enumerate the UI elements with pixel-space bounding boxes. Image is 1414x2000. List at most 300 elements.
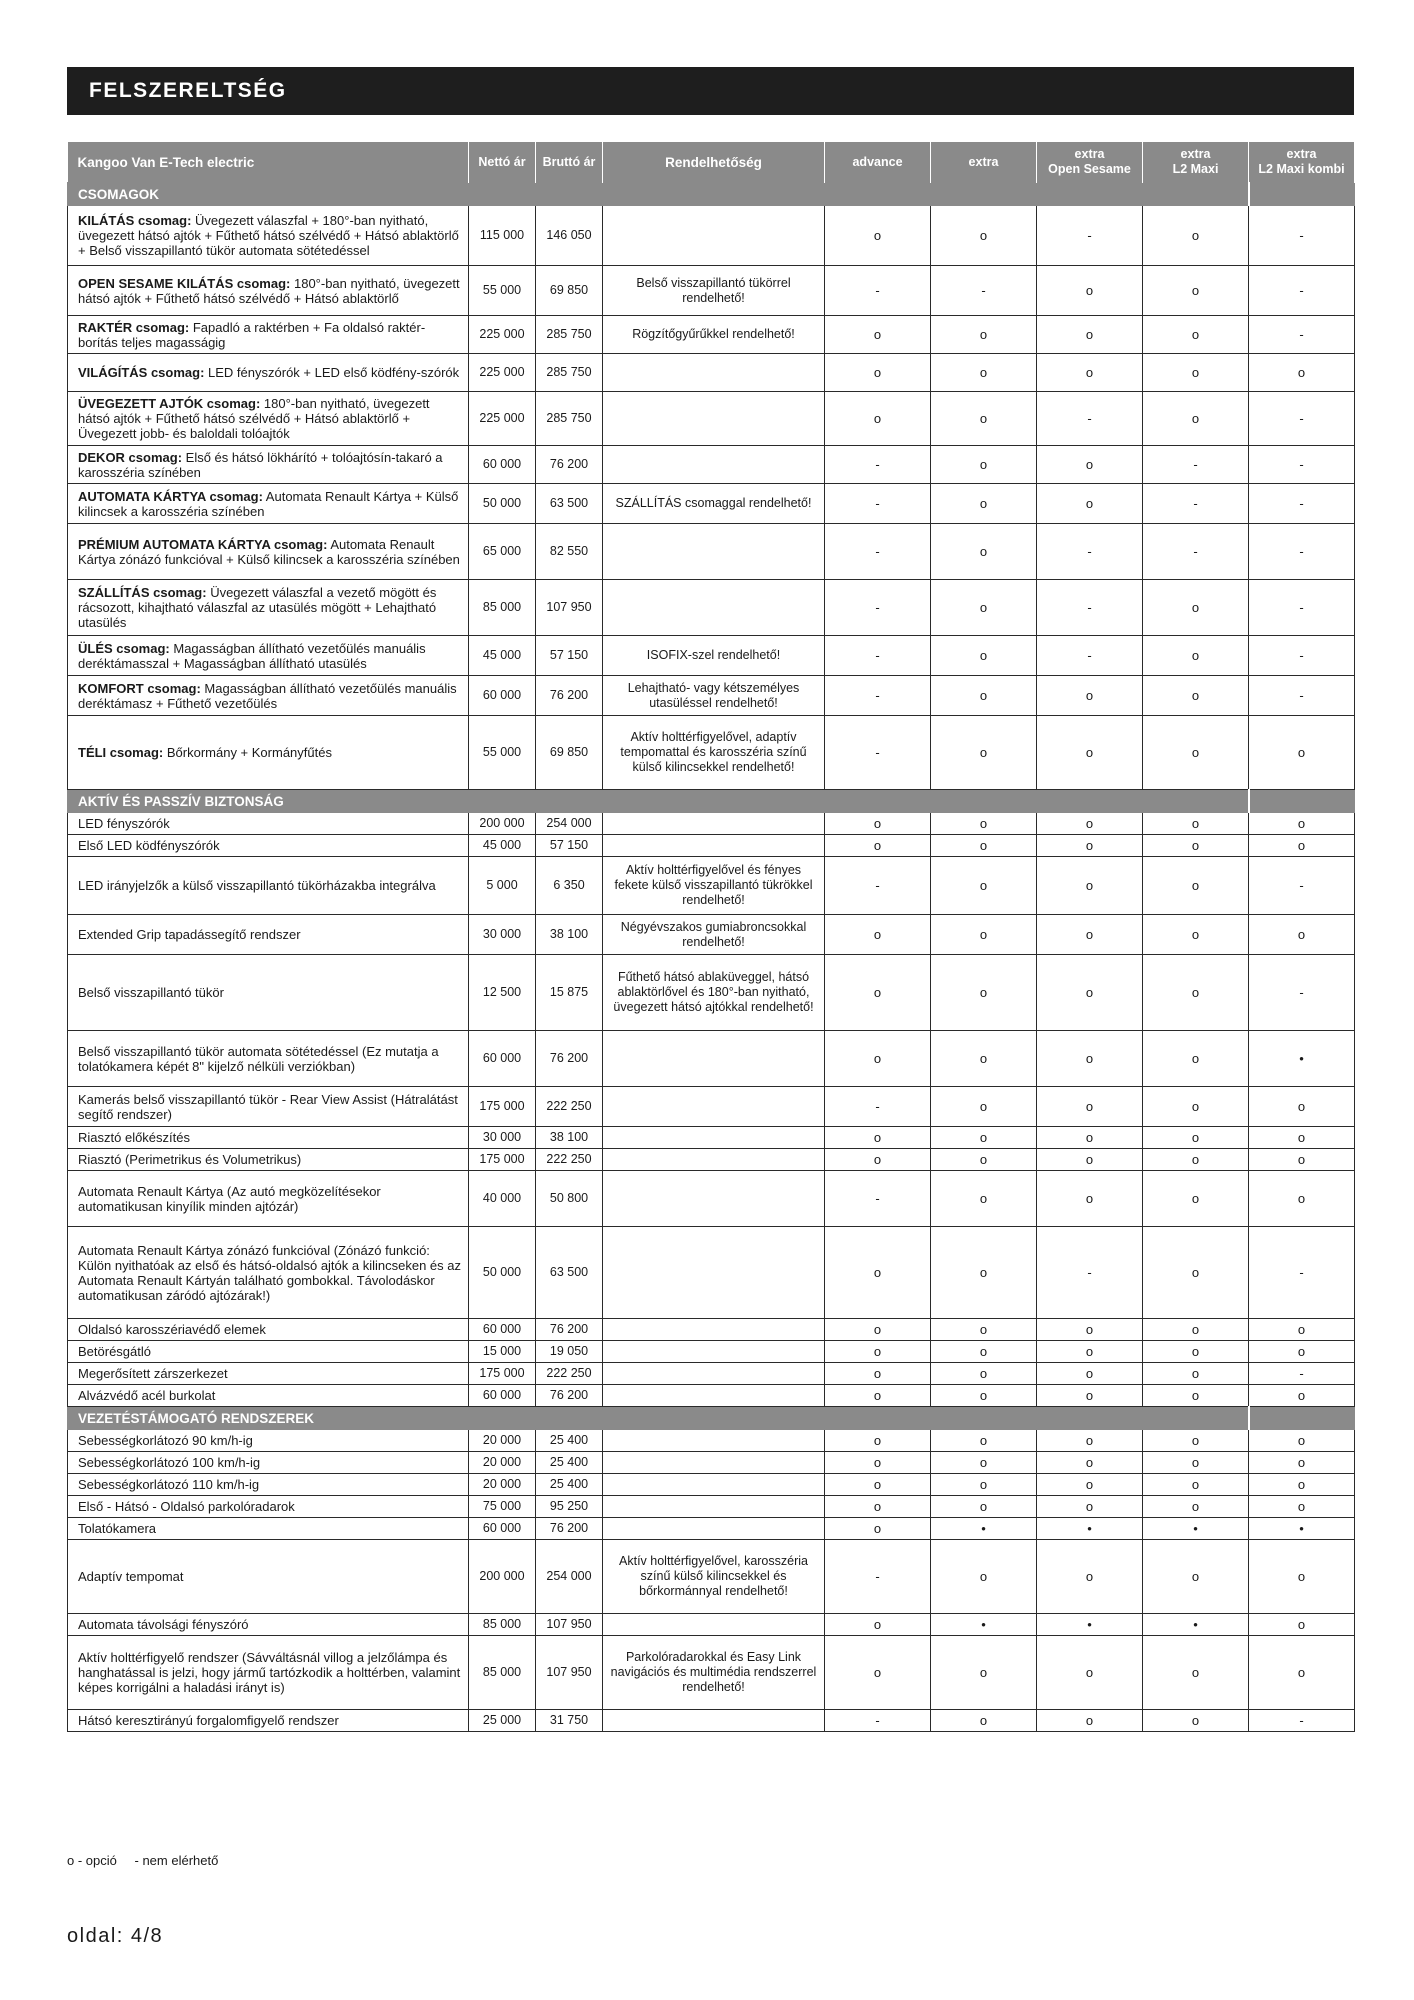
price-netto: 85 000 [469, 1614, 536, 1636]
mark-extra-l2-maxi-kombi: o [1249, 1087, 1355, 1127]
feature-cell [68, 1496, 469, 1518]
feature-cell [68, 1341, 469, 1363]
price-brutto: 25 400 [536, 1474, 603, 1496]
table-row [68, 266, 1355, 316]
mark-extra-open-sesame: • [1037, 1518, 1143, 1540]
feature-description: Sebességkorlátozó 90 km/h-ig [78, 1433, 253, 1448]
mark-advance: - [825, 1171, 931, 1227]
mark-extra: o [931, 716, 1037, 790]
availability-note [603, 813, 825, 835]
mark-advance: o [825, 1031, 931, 1087]
availability-note: Belső visszapillantó tükörrel rendelhető! [603, 266, 825, 316]
header-extra-l2k-line1: extra [1286, 147, 1317, 161]
feature-description: LED fényszórók [78, 816, 170, 831]
mark-extra: • [931, 1518, 1037, 1540]
price-brutto: 107 950 [536, 1636, 603, 1710]
package-name: RAKTÉR csomag: [78, 319, 190, 335]
mark-extra-l2-maxi-kombi: - [1249, 446, 1355, 484]
mark-extra-l2-maxi-kombi: o [1249, 1636, 1355, 1710]
price-brutto: 76 200 [536, 676, 603, 716]
mark-advance: o [825, 1149, 931, 1171]
feature-description: Betörésgátló [78, 1344, 151, 1359]
availability-note [603, 206, 825, 266]
mark-extra: o [931, 915, 1037, 955]
availability-note [603, 1496, 825, 1518]
mark-advance: o [825, 206, 931, 266]
mark-extra: o [931, 1031, 1037, 1087]
mark-advance: o [825, 1518, 931, 1540]
mark-extra: o [931, 1341, 1037, 1363]
feature-description: LED fényszórók + LED első ködfény-szórók [204, 365, 460, 380]
table-row [68, 915, 1355, 955]
availability-note: ISOFIX-szel rendelhető! [603, 636, 825, 676]
page-number: oldal: 4/8 [67, 1925, 164, 1947]
mark-extra-l2-maxi-kombi: o [1249, 1540, 1355, 1614]
feature-description: Üvegezett válaszfal + 180°-ban nyitható, üvegezett hátsó ajtók + Fűthető hátsó szélvédő + Hátsó ablaktörlő + Belső visszapillantó tükör automata sötétedéssel [78, 213, 459, 258]
mark-extra: o [931, 1540, 1037, 1614]
price-netto: 200 000 [469, 813, 536, 835]
mark-extra-l2-maxi: o [1143, 813, 1249, 835]
mark-extra-l2-maxi: o [1143, 1710, 1249, 1732]
feature-cell [68, 316, 469, 354]
mark-extra-open-sesame: o [1037, 1087, 1143, 1127]
mark-extra-l2-maxi-kombi: - [1249, 266, 1355, 316]
header-extra-os-line2: Open Sesame [1048, 162, 1131, 176]
mark-extra-l2-maxi-kombi: - [1249, 955, 1355, 1031]
feature-description: Riasztó (Perimetrikus és Volumetrikus) [78, 1152, 302, 1167]
mark-advance: - [825, 266, 931, 316]
availability-note [603, 580, 825, 636]
header-extra-l2-line2: L2 Maxi [1172, 162, 1219, 176]
price-netto: 225 000 [469, 354, 536, 392]
price-netto: 60 000 [469, 446, 536, 484]
feature-description: Kamerás belső visszapillantó tükör - Rear View Assist (Hátralátást segítő rendszer) [78, 1091, 458, 1122]
mark-extra-open-sesame: o [1037, 446, 1143, 484]
price-brutto: 76 200 [536, 1518, 603, 1540]
availability-note [603, 446, 825, 484]
table-row [68, 580, 1355, 636]
price-netto: 25 000 [469, 1710, 536, 1732]
mark-extra-open-sesame: o [1037, 835, 1143, 857]
mark-extra-l2-maxi: o [1143, 1031, 1249, 1087]
mark-extra: - [931, 266, 1037, 316]
price-brutto: 57 150 [536, 636, 603, 676]
table-row [68, 1636, 1355, 1710]
availability-note [603, 1452, 825, 1474]
mark-extra-l2-maxi-kombi: o [1249, 1385, 1355, 1407]
price-netto: 5 000 [469, 857, 536, 915]
feature-cell [68, 676, 469, 716]
price-netto: 75 000 [469, 1496, 536, 1518]
mark-extra-l2-maxi: o [1143, 1363, 1249, 1385]
feature-description: Sebességkorlátozó 100 km/h-ig [78, 1455, 261, 1470]
mark-extra-open-sesame: o [1037, 716, 1143, 790]
price-brutto: 63 500 [536, 484, 603, 524]
header-extra-l2-line1: extra [1180, 147, 1211, 161]
price-brutto: 222 250 [536, 1087, 603, 1127]
legend [67, 1853, 232, 1868]
price-brutto: 285 750 [536, 354, 603, 392]
mark-advance: o [825, 316, 931, 354]
mark-extra-l2-maxi-kombi: - [1249, 1363, 1355, 1385]
availability-note [603, 1031, 825, 1087]
price-brutto: 50 800 [536, 1171, 603, 1227]
mark-advance: - [825, 676, 931, 716]
availability-note [603, 1149, 825, 1171]
mark-extra: o [931, 857, 1037, 915]
mark-extra-l2-maxi-kombi: - [1249, 484, 1355, 524]
mark-advance: o [825, 955, 931, 1031]
price-netto: 200 000 [469, 1540, 536, 1614]
price-brutto: 15 875 [536, 955, 603, 1031]
mark-advance: o [825, 1341, 931, 1363]
mark-extra: o [931, 1496, 1037, 1518]
mark-extra-open-sesame: o [1037, 676, 1143, 716]
mark-advance: o [825, 1474, 931, 1496]
feature-description: Tolatókamera [78, 1521, 157, 1536]
mark-extra-l2-maxi-kombi: - [1249, 857, 1355, 915]
table-row [68, 446, 1355, 484]
availability-note [603, 1227, 825, 1319]
table-row [68, 636, 1355, 676]
section-header [68, 790, 1355, 813]
header-extra-os-line1: extra [1074, 147, 1105, 161]
mark-extra: o [931, 484, 1037, 524]
section-title: AKTÍV ÉS PASSZÍV BIZTONSÁG [68, 790, 1249, 813]
feature-cell [68, 484, 469, 524]
mark-extra-l2-maxi-kombi: - [1249, 1710, 1355, 1732]
availability-note [603, 392, 825, 446]
feature-cell [68, 1614, 469, 1636]
table-row [68, 813, 1355, 835]
price-brutto: 146 050 [536, 206, 603, 266]
feature-description: Alvázvédő acél burkolat [78, 1388, 216, 1403]
feature-description: Extended Grip tapadássegítő rendszer [78, 927, 301, 942]
feature-cell [68, 266, 469, 316]
section-header-cell [1249, 790, 1355, 813]
table-row [68, 206, 1355, 266]
mark-extra: o [931, 524, 1037, 580]
package-name: SZÁLLÍTÁS csomag: [78, 585, 207, 600]
price-brutto: 6 350 [536, 857, 603, 915]
mark-advance: - [825, 524, 931, 580]
table-row [68, 1474, 1355, 1496]
mark-extra: o [931, 636, 1037, 676]
mark-extra-l2-maxi: o [1143, 266, 1249, 316]
mark-extra-open-sesame: o [1037, 1474, 1143, 1496]
table-row [68, 316, 1355, 354]
mark-extra-open-sesame: o [1037, 1636, 1143, 1710]
mark-extra-l2-maxi: o [1143, 1430, 1249, 1452]
price-netto: 30 000 [469, 1127, 536, 1149]
price-netto: 50 000 [469, 484, 536, 524]
feature-cell [68, 1031, 469, 1087]
mark-extra-l2-maxi-kombi: o [1249, 1127, 1355, 1149]
price-brutto: 285 750 [536, 316, 603, 354]
mark-extra: o [931, 1710, 1037, 1732]
mark-advance: o [825, 915, 931, 955]
mark-advance: - [825, 446, 931, 484]
section-header [68, 1407, 1355, 1430]
mark-extra-open-sesame: o [1037, 1127, 1143, 1149]
mark-advance: - [825, 580, 931, 636]
availability-note [603, 1171, 825, 1227]
feature-cell [68, 857, 469, 915]
mark-extra-open-sesame: o [1037, 1363, 1143, 1385]
price-brutto: 107 950 [536, 580, 603, 636]
feature-description: Üvegezett válaszfal a vezető mögött és rácsozott, kihajtható válaszfal az utasülés mögött + Lehajtható utasülés [78, 585, 437, 630]
price-netto: 55 000 [469, 266, 536, 316]
feature-description: Automata Renault Kártya + Külső kilincsek a karosszéria színében [78, 488, 459, 519]
mark-extra-open-sesame: o [1037, 1031, 1143, 1087]
availability-note: Négyévszakos gumiabroncsokkal rendelhető! [603, 915, 825, 955]
price-netto: 60 000 [469, 1031, 536, 1087]
price-brutto: 76 200 [536, 1385, 603, 1407]
mark-extra-l2-maxi-kombi: o [1249, 1614, 1355, 1636]
header-netto: Nettó ár [469, 142, 536, 183]
feature-description: Első - Hátsó - Oldalsó parkolóradarok [78, 1499, 295, 1514]
mark-extra: o [931, 955, 1037, 1031]
table-row [68, 1540, 1355, 1614]
price-netto: 60 000 [469, 1518, 536, 1540]
mark-extra-l2-maxi: o [1143, 1540, 1249, 1614]
availability-note: SZÁLLÍTÁS csomaggal rendelhető! [603, 484, 825, 524]
package-name: ÜVEGEZETT AJTÓK csomag: [78, 396, 261, 411]
feature-description: Sebességkorlátozó 110 km/h-ig [78, 1477, 260, 1492]
mark-extra: o [931, 1171, 1037, 1227]
feature-cell [68, 813, 469, 835]
mark-extra-l2-maxi-kombi: o [1249, 835, 1355, 857]
availability-note: Aktív holttérfigyelővel és fényes fekete külső visszapillantó tükrökkel rendelhető! [603, 857, 825, 915]
mark-advance: o [825, 1452, 931, 1474]
feature-cell [68, 915, 469, 955]
mark-extra: o [931, 835, 1037, 857]
availability-note: Aktív holttérfigyelővel, karosszéria színű külső kilincsekkel és bőrkormánnyal rendelhető! [603, 1540, 825, 1614]
feature-description: LED irányjelzők a külső visszapillantó tükörházakba integrálva [78, 878, 436, 893]
package-name: KILÁTÁS csomag: [78, 213, 192, 228]
price-netto: 20 000 [469, 1474, 536, 1496]
table-row [68, 1127, 1355, 1149]
mark-advance: - [825, 857, 931, 915]
feature-description: Magasságban állítható vezetőülés manuális deréktámasszal + Magasságban állítható utasülés [78, 640, 426, 671]
table-row [68, 1452, 1355, 1474]
price-brutto: 222 250 [536, 1363, 603, 1385]
price-brutto: 95 250 [536, 1496, 603, 1518]
mark-extra-l2-maxi: • [1143, 1518, 1249, 1540]
table-row [68, 857, 1355, 915]
availability-note [603, 354, 825, 392]
feature-description: Riasztó előkészítés [78, 1130, 190, 1145]
feature-cell [68, 1149, 469, 1171]
price-brutto: 19 050 [536, 1341, 603, 1363]
mark-advance: - [825, 484, 931, 524]
table-row [68, 354, 1355, 392]
header-model: Kangoo Van E-Tech electric [68, 142, 469, 183]
feature-cell [68, 524, 469, 580]
feature-description: Bőrkormány + Kormányfűtés [163, 745, 332, 760]
table-row [68, 1430, 1355, 1452]
mark-advance: o [825, 1363, 931, 1385]
mark-extra-l2-maxi: o [1143, 1127, 1249, 1149]
header-advance: advance [825, 142, 931, 183]
price-brutto: 254 000 [536, 813, 603, 835]
availability-note [603, 1341, 825, 1363]
mark-extra-l2-maxi-kombi: - [1249, 580, 1355, 636]
feature-cell [68, 1636, 469, 1710]
availability-note [603, 1474, 825, 1496]
mark-extra-l2-maxi: o [1143, 915, 1249, 955]
feature-description: Automata távolsági fényszóró [78, 1617, 249, 1632]
table-row [68, 1710, 1355, 1732]
mark-extra-l2-maxi: - [1143, 446, 1249, 484]
mark-advance: o [825, 392, 931, 446]
mark-extra-l2-maxi: o [1143, 1087, 1249, 1127]
mark-extra-l2-maxi: o [1143, 316, 1249, 354]
mark-extra-open-sesame: o [1037, 1452, 1143, 1474]
header-extra-l2k-line2: L2 Maxi kombi [1258, 162, 1345, 176]
mark-advance: - [825, 1710, 931, 1732]
mark-extra-l2-maxi-kombi: - [1249, 676, 1355, 716]
mark-extra: o [931, 1227, 1037, 1319]
mark-advance: o [825, 835, 931, 857]
feature-description: Belső visszapillantó tükör [78, 985, 224, 1000]
table-row [68, 1614, 1355, 1636]
package-name: TÉLI csomag: [78, 745, 164, 760]
legend-option: o - opció [67, 1853, 117, 1868]
mark-extra-open-sesame: • [1037, 1614, 1143, 1636]
mark-extra-open-sesame: - [1037, 392, 1143, 446]
price-netto: 20 000 [469, 1452, 536, 1474]
table-row [68, 1341, 1355, 1363]
price-netto: 85 000 [469, 580, 536, 636]
mark-extra-l2-maxi-kombi: o [1249, 1149, 1355, 1171]
feature-cell [68, 1540, 469, 1614]
mark-extra-l2-maxi: o [1143, 835, 1249, 857]
feature-cell [68, 1127, 469, 1149]
price-brutto: 38 100 [536, 1127, 603, 1149]
package-name: OPEN SESAME KILÁTÁS csomag: [78, 275, 291, 291]
availability-note: Fűthető hátsó ablaküveggel, hátsó ablaktörlővel és 180°-ban nyitható, üvegezett hátsó ajtókkal rendelhető! [603, 955, 825, 1031]
price-brutto: 285 750 [536, 392, 603, 446]
mark-advance: o [825, 813, 931, 835]
section-header [68, 183, 1355, 206]
availability-note [603, 1363, 825, 1385]
availability-note [603, 1518, 825, 1540]
section-title: VEZETÉSTÁMOGATÓ RENDSZEREK [68, 1407, 1249, 1430]
price-netto: 175 000 [469, 1087, 536, 1127]
mark-extra-l2-maxi-kombi: o [1249, 1319, 1355, 1341]
mark-extra-l2-maxi-kombi: o [1249, 1474, 1355, 1496]
price-netto: 15 000 [469, 1341, 536, 1363]
mark-advance: o [825, 1614, 931, 1636]
mark-extra-l2-maxi: o [1143, 955, 1249, 1031]
mark-extra: o [931, 446, 1037, 484]
availability-note: Lehajtható- vagy kétszemélyes utasüléssel rendelhető! [603, 676, 825, 716]
mark-advance: o [825, 1385, 931, 1407]
feature-cell [68, 716, 469, 790]
availability-note [603, 1710, 825, 1732]
price-brutto: 38 100 [536, 915, 603, 955]
mark-extra-open-sesame: - [1037, 1227, 1143, 1319]
mark-extra-l2-maxi: o [1143, 1149, 1249, 1171]
mark-extra: o [931, 1452, 1037, 1474]
price-brutto: 76 200 [536, 446, 603, 484]
mark-extra-l2-maxi: o [1143, 206, 1249, 266]
table-row [68, 1518, 1355, 1540]
price-brutto: 63 500 [536, 1227, 603, 1319]
mark-extra-l2-maxi-kombi: - [1249, 392, 1355, 446]
mark-extra-l2-maxi: o [1143, 392, 1249, 446]
mark-advance: - [825, 716, 931, 790]
mark-extra-open-sesame: o [1037, 1341, 1143, 1363]
mark-extra-l2-maxi-kombi: • [1249, 1031, 1355, 1087]
mark-extra-open-sesame: o [1037, 1430, 1143, 1452]
availability-note [603, 1385, 825, 1407]
mark-extra: o [931, 1385, 1037, 1407]
mark-extra-open-sesame: o [1037, 1710, 1143, 1732]
availability-note [603, 835, 825, 857]
package-name: VILÁGÍTÁS csomag: [78, 365, 205, 380]
mark-extra-l2-maxi: o [1143, 1319, 1249, 1341]
mark-advance: - [825, 636, 931, 676]
mark-extra-l2-maxi: o [1143, 1385, 1249, 1407]
mark-extra-l2-maxi: o [1143, 676, 1249, 716]
feature-description: 180°-ban nyitható, üvegezett hátsó ajtók + Fűthető hátsó szélvédő + Hátsó ablaktörlő [78, 275, 460, 306]
mark-extra: o [931, 1363, 1037, 1385]
mark-extra-l2-maxi: o [1143, 580, 1249, 636]
price-netto: 225 000 [469, 316, 536, 354]
price-netto: 175 000 [469, 1363, 536, 1385]
table-row [68, 1319, 1355, 1341]
mark-extra-open-sesame: - [1037, 524, 1143, 580]
header-extra: extra [931, 142, 1037, 183]
feature-cell [68, 1227, 469, 1319]
mark-extra: o [931, 1149, 1037, 1171]
section-title: CSOMAGOK [68, 183, 1249, 206]
mark-extra: o [931, 354, 1037, 392]
availability-note: Rögzítőgyűrűkkel rendelhető! [603, 316, 825, 354]
table-row [68, 1363, 1355, 1385]
mark-extra-l2-maxi-kombi: • [1249, 1518, 1355, 1540]
availability-note [603, 1319, 825, 1341]
price-netto: 50 000 [469, 1227, 536, 1319]
mark-extra: o [931, 1636, 1037, 1710]
mark-extra-open-sesame: - [1037, 206, 1143, 266]
availability-note: Aktív holttérfigyelővel, adaptív tempomattal és karosszéria színű külső kilincsekkel rendelhető! [603, 716, 825, 790]
table-row [68, 716, 1355, 790]
price-netto: 30 000 [469, 915, 536, 955]
feature-cell [68, 1087, 469, 1127]
package-name: KOMFORT csomag: [78, 680, 201, 696]
mark-extra-open-sesame: o [1037, 1385, 1143, 1407]
price-netto: 175 000 [469, 1149, 536, 1171]
mark-extra-l2-maxi-kombi: o [1249, 1171, 1355, 1227]
price-netto: 60 000 [469, 676, 536, 716]
mark-extra-open-sesame: o [1037, 316, 1143, 354]
table-row [68, 1171, 1355, 1227]
table-row [68, 1031, 1355, 1087]
mark-extra: o [931, 1430, 1037, 1452]
price-netto: 45 000 [469, 636, 536, 676]
mark-extra-open-sesame: o [1037, 1171, 1143, 1227]
mark-extra: o [931, 580, 1037, 636]
price-netto: 115 000 [469, 206, 536, 266]
mark-extra-open-sesame: o [1037, 266, 1143, 316]
feature-cell [68, 1319, 469, 1341]
feature-cell [68, 580, 469, 636]
mark-extra-l2-maxi: o [1143, 1341, 1249, 1363]
mark-extra: o [931, 1087, 1037, 1127]
